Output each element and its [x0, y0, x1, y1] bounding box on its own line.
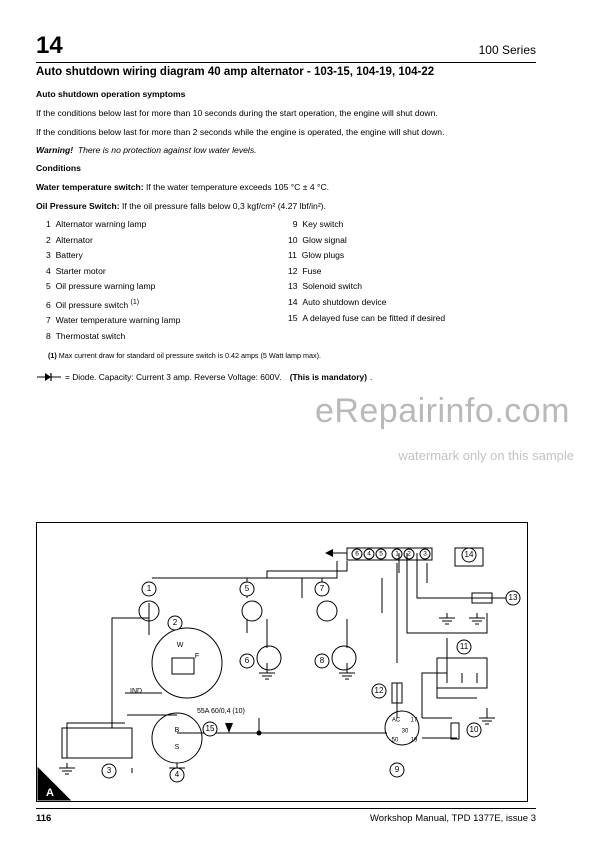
ind-label: IND: [130, 688, 143, 695]
callout-7: 7: [319, 584, 325, 594]
terminal-19: 19: [410, 737, 418, 744]
callout-9: 9: [394, 765, 400, 775]
warning-line: [36, 145, 257, 155]
oil-label: Oil Pressure Switch:: [36, 201, 120, 211]
legend-item: 15 A delayed fuse can be fitted if desired: [288, 312, 446, 323]
warning-text: There is no protection against low water levels.: [77, 145, 257, 155]
diode-icon: [36, 372, 62, 382]
terminal-50: 50: [391, 737, 399, 744]
callout-13: 13: [508, 593, 518, 603]
callout-5: 5: [244, 584, 250, 594]
footer-page-number: 116: [36, 813, 52, 824]
oil-text: If the oil pressure falls below 0,3 kgf/cm² (4.27 lbf/in²).: [121, 201, 326, 211]
page-number: 14: [36, 32, 63, 59]
callout-8: 8: [319, 656, 325, 666]
terminal-s: S: [174, 743, 180, 751]
terminal-b: B: [174, 726, 180, 734]
callout-3: 3: [106, 766, 112, 776]
legend-item: 9 Key switch: [292, 219, 344, 229]
terminal-w: W: [176, 641, 184, 649]
callout-6: 6: [244, 656, 250, 666]
callout-11: 11: [459, 642, 469, 652]
strip-terminal-label: 4: [367, 550, 371, 558]
wiring-diagram: [36, 522, 528, 802]
legend-item: 11 Glow plugs: [288, 250, 345, 261]
legend-item: 5 Oil pressure warning lamp: [46, 281, 156, 292]
terminal-17: 17: [410, 717, 418, 724]
legend-item: 7 Water temperature warning lamp: [46, 315, 181, 326]
symptoms-line-1: If the conditions below last for more than 10 seconds during the start operation, the engine will shut down.: [36, 108, 438, 118]
symptoms-heading: Auto shutdown operation symptoms: [36, 89, 186, 99]
callout-10: 10: [469, 725, 479, 735]
strip-terminal-label: 2: [407, 550, 411, 558]
terminal-f: F: [194, 652, 200, 660]
page-title: Auto shutdown wiring diagram 40 amp alternator - 103-15, 104-19, 104-22: [36, 66, 435, 78]
watermark-subtext: watermark only on this sample: [398, 448, 574, 463]
strip-terminal-label: 5: [379, 550, 383, 558]
warning-label: Warning!: [36, 145, 74, 155]
callout-15: 15: [205, 724, 215, 734]
fuse-rating-label: 55A 60/0,4 (10): [197, 708, 245, 715]
water-label: Water temperature switch:: [36, 182, 144, 192]
diagram-labels: [37, 523, 527, 801]
footer-manual-reference: Workshop Manual, TPD 1377E, issue 3: [370, 813, 536, 824]
legend-item: 6 Oil pressure switch $^{(1)}$: [46, 298, 140, 310]
callout-1: 1: [146, 584, 152, 594]
header-rule: [36, 62, 536, 63]
legend-item: 4 Starter motor: [46, 265, 106, 276]
terminal-30: 30: [401, 728, 409, 735]
legend-item: 3 Battery: [46, 250, 83, 261]
legend-item: 13 Solenoid switch: [288, 281, 363, 292]
callout-12: 12: [374, 686, 384, 696]
strip-terminal-label: 1: [395, 550, 399, 558]
diagram-corner-label: A: [46, 787, 54, 799]
legend-item: 1 Alternator warning lamp: [46, 219, 147, 229]
footer-rule: [36, 808, 536, 809]
diode-note: = Diode. Capacity: Current 3 amp. Reverse Voltage: 600V. (This is mandatory) .: [36, 372, 372, 382]
legend-item: 10 Glow signal: [288, 234, 347, 245]
symptoms-line-2: If the conditions below last for more than 2 seconds while the engine is operated, the engine will shut down.: [36, 127, 445, 137]
legend-right: [288, 217, 445, 326]
footnote: (1) Max current draw for standard oil pressure switch is 0.42 amps (5 Watt lamp max).: [48, 351, 321, 360]
water-condition: [36, 182, 329, 192]
oil-condition: [36, 201, 326, 211]
terminal-ac: AC: [391, 717, 401, 724]
legend-item: 12 Fuse: [288, 265, 322, 276]
legend-left: [46, 217, 180, 345]
strip-terminal-label: 3: [423, 550, 427, 558]
legend-item: 2 Alternator: [46, 234, 93, 245]
conditions-heading: Conditions: [36, 163, 81, 173]
strip-terminal-label: 6: [355, 550, 359, 558]
water-text: If the water temperature exceeds 105 °C ± 4 °C.: [146, 182, 330, 192]
callout-4: 4: [174, 770, 180, 780]
legend-item: 8 Thermostat switch: [46, 331, 126, 342]
legend-item: 14 Auto shutdown device: [288, 296, 387, 307]
watermark-brand: eRepairinfo.com: [314, 392, 570, 430]
callout-2: 2: [172, 618, 178, 628]
callout-14: 14: [464, 550, 474, 560]
series-label: 100 Series: [478, 43, 536, 57]
